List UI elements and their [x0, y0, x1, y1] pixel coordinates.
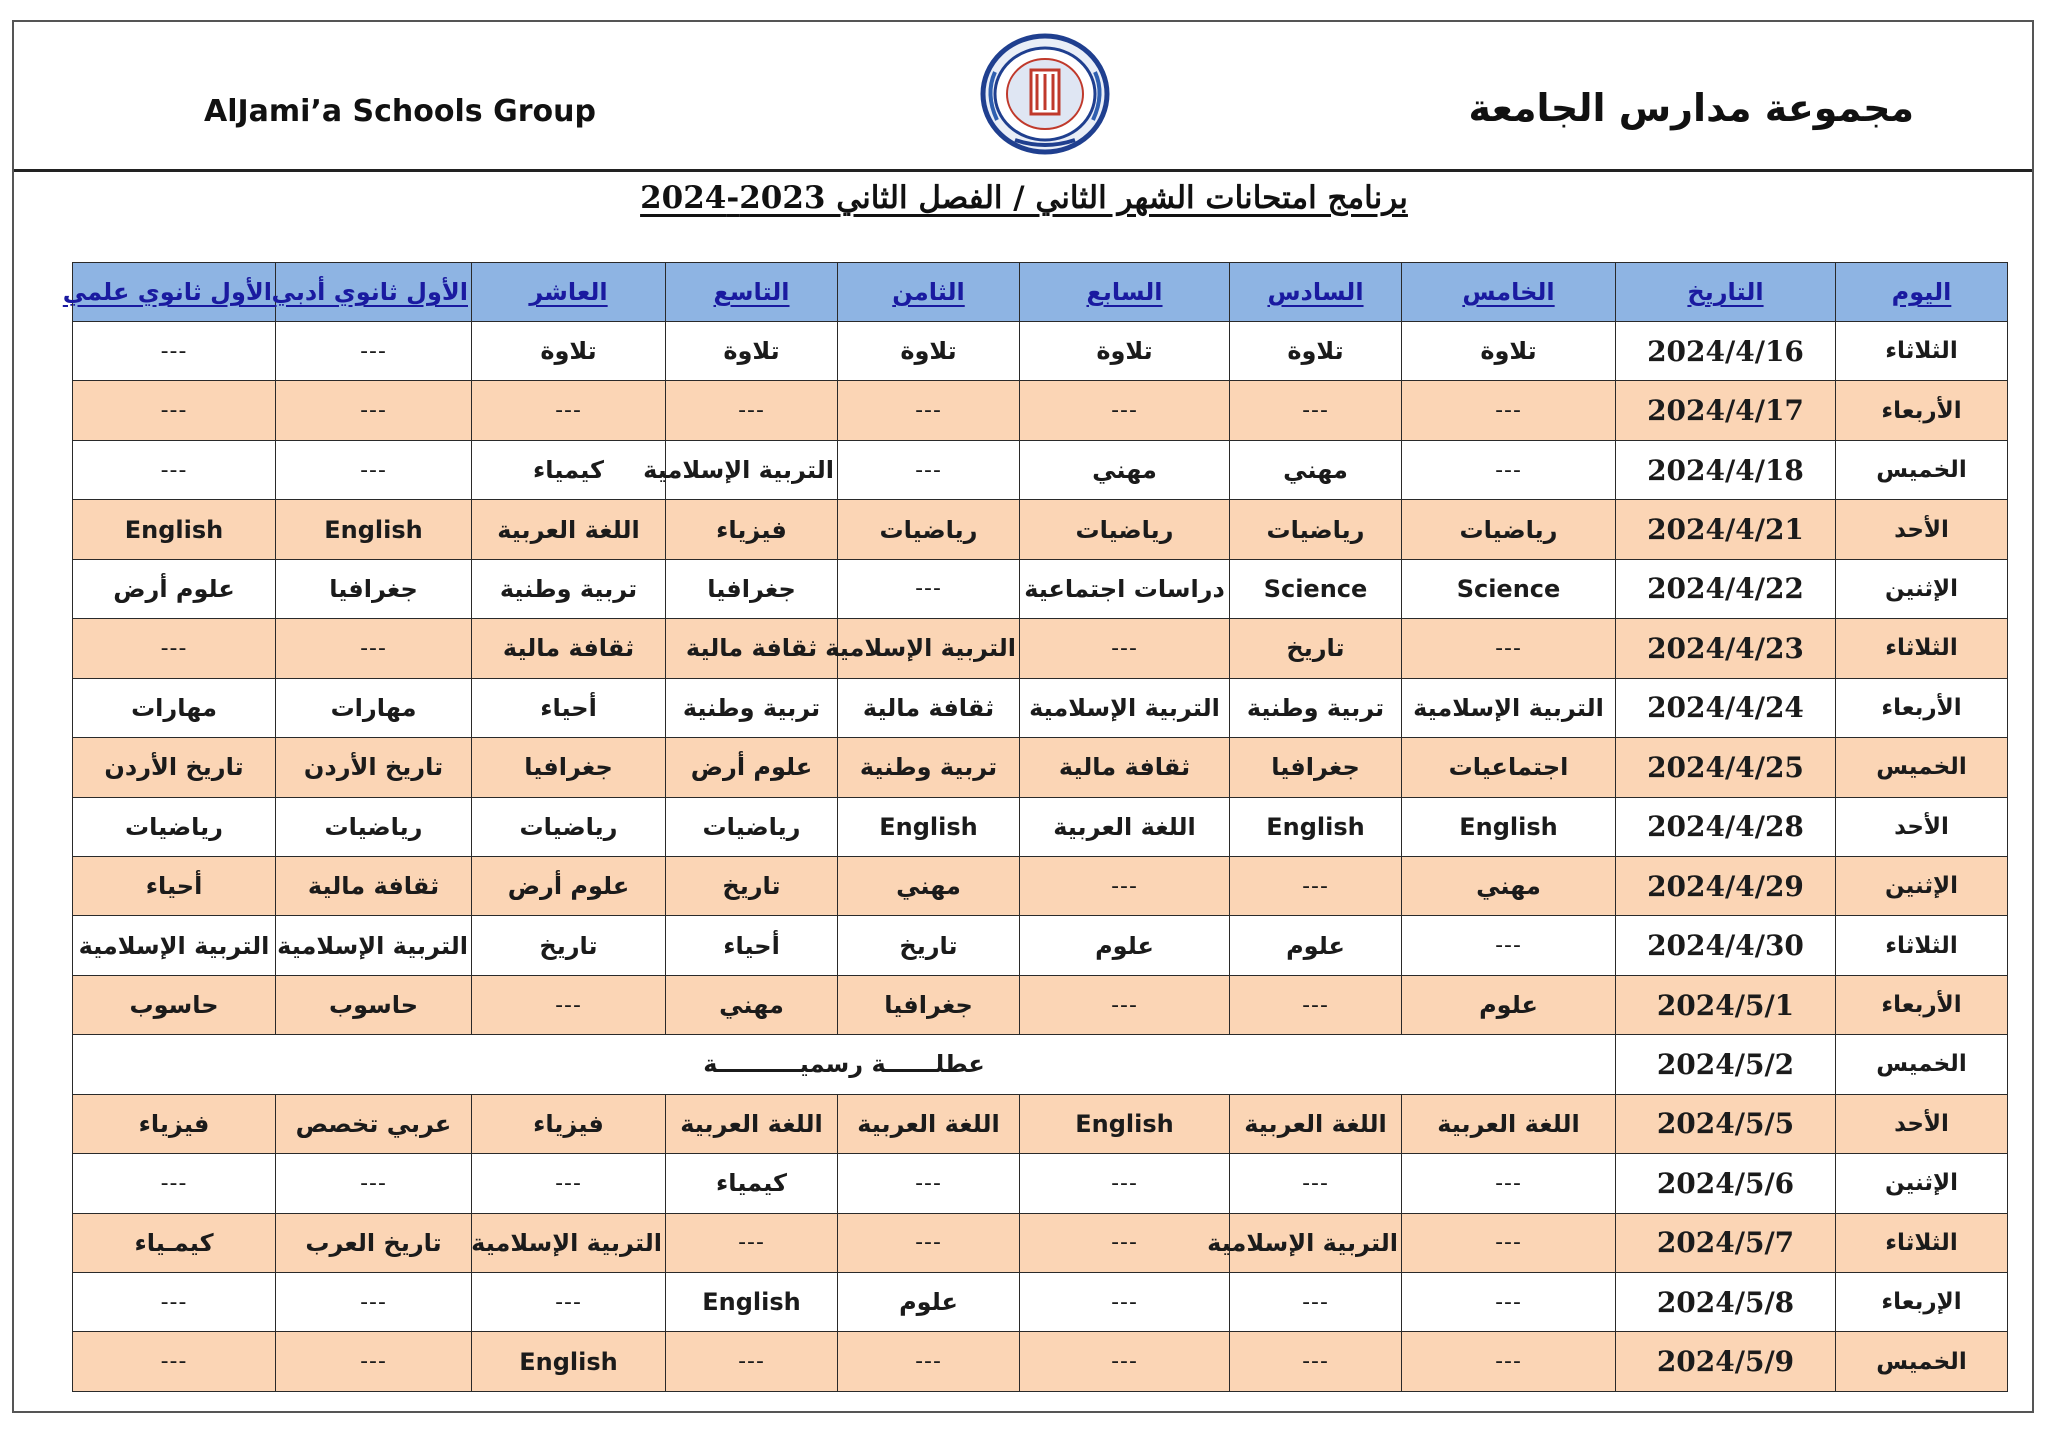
exam-cell: جغرافيا [276, 559, 472, 618]
day-cell: الأحد [1836, 500, 2008, 559]
exam-cell: English [666, 1273, 838, 1332]
exam-cell: --- [73, 619, 276, 678]
exam-cell: Science [1402, 559, 1616, 618]
exam-cell: --- [666, 1332, 838, 1392]
day-cell: الإثنين [1836, 1154, 2008, 1213]
exam-cell: ثقافة مالية [666, 619, 838, 678]
exam-cell: اللغة العربية [1230, 1094, 1402, 1153]
exam-cell: --- [1020, 856, 1230, 915]
exam-cell: --- [1020, 619, 1230, 678]
exam-cell: --- [1020, 1273, 1230, 1332]
exam-cell: English [276, 500, 472, 559]
exam-cell: التربية الإسلامية [73, 916, 276, 975]
exam-cell: فيزياء [73, 1094, 276, 1153]
exam-cell: مهني [1402, 856, 1616, 915]
exam-cell: English [472, 1332, 666, 1392]
exam-cell: --- [472, 1273, 666, 1332]
exam-cell: التربية الإسلامية [838, 619, 1020, 678]
table-row [73, 856, 2008, 915]
exam-cell: --- [838, 1213, 1020, 1272]
exam-cell: تربية وطنية [472, 559, 666, 618]
exam-cell: ثقافة مالية [472, 619, 666, 678]
exam-cell: علوم أرض [472, 856, 666, 915]
exam-cell: تاريخ [666, 856, 838, 915]
exam-cell: كيمـياء [73, 1213, 276, 1272]
exam-cell: --- [1402, 1154, 1616, 1213]
date-cell: 2024/5/9 [1616, 1332, 1836, 1392]
column-header: الثامن [838, 263, 1020, 322]
exam-cell: English [838, 797, 1020, 856]
exam-cell: --- [472, 1154, 666, 1213]
table-header-row [73, 263, 2008, 322]
exam-cell: التربية الإسلامية [1230, 1213, 1402, 1272]
date-cell: 2024/4/30 [1616, 916, 1836, 975]
date-cell: 2024/4/17 [1616, 381, 1836, 440]
exam-cell: اجتماعيات [1402, 738, 1616, 797]
exam-cell: رياضيات [1230, 500, 1402, 559]
exam-cell: أحياء [472, 678, 666, 737]
date-cell: 2024/4/21 [1616, 500, 1836, 559]
exam-cell: جغرافيا [1230, 738, 1402, 797]
exam-cell: التربية الإسلامية [1020, 678, 1230, 737]
exam-cell: English [1402, 797, 1616, 856]
table-row [73, 1035, 2008, 1094]
table-row [73, 1094, 2008, 1153]
exam-cell: جغرافيا [472, 738, 666, 797]
table-row [73, 797, 2008, 856]
exam-cell: --- [276, 1332, 472, 1392]
exam-cell: مهني [1230, 440, 1402, 499]
exam-cell: جغرافيا [666, 559, 838, 618]
column-header: السابع [1020, 263, 1230, 322]
exam-cell: --- [1230, 1332, 1402, 1392]
exam-cell: التربية الإسلامية [472, 1213, 666, 1272]
day-cell: الأحد [1836, 797, 2008, 856]
date-cell: 2024/4/29 [1616, 856, 1836, 915]
exam-cell: رياضيات [838, 500, 1020, 559]
exam-cell: علوم [1402, 975, 1616, 1034]
exam-cell: --- [1402, 619, 1616, 678]
table-row [73, 1332, 2008, 1392]
day-cell: الأربعاء [1836, 678, 2008, 737]
exam-cell: رياضيات [1020, 500, 1230, 559]
school-crest-logo-icon [975, 32, 1115, 156]
exam-cell: --- [1230, 381, 1402, 440]
header-divider [14, 169, 2032, 172]
date-cell: 2024/5/7 [1616, 1213, 1836, 1272]
exam-cell: --- [838, 1332, 1020, 1392]
exam-cell: --- [276, 1273, 472, 1332]
exam-cell: تربية وطنية [666, 678, 838, 737]
exam-cell: أحياء [666, 916, 838, 975]
date-cell: 2024/5/8 [1616, 1273, 1836, 1332]
exam-cell: --- [1020, 381, 1230, 440]
column-header: العاشر [472, 263, 666, 322]
exam-cell: --- [472, 381, 666, 440]
table-row [73, 500, 2008, 559]
exam-cell: مهني [838, 856, 1020, 915]
exam-cell: --- [1020, 975, 1230, 1034]
day-cell: الخميس [1836, 1332, 2008, 1392]
exam-cell: تلاوة [1020, 322, 1230, 381]
exam-cell: اللغة العربية [472, 500, 666, 559]
exam-cell: جغرافيا [838, 975, 1020, 1034]
exam-cell: تلاوة [472, 322, 666, 381]
table-row [73, 559, 2008, 618]
table-row [73, 1273, 2008, 1332]
exam-cell: علوم أرض [666, 738, 838, 797]
table-row [73, 1154, 2008, 1213]
exam-cell: --- [1402, 1273, 1616, 1332]
date-cell: 2024/4/25 [1616, 738, 1836, 797]
exam-cell: تربية وطنية [838, 738, 1020, 797]
date-cell: 2024/5/5 [1616, 1094, 1836, 1153]
exam-cell: --- [1020, 1154, 1230, 1213]
exam-cell: --- [276, 440, 472, 499]
date-cell: 2024/4/23 [1616, 619, 1836, 678]
table-row [73, 440, 2008, 499]
column-header: التاسع [666, 263, 838, 322]
date-cell: 2024/4/16 [1616, 322, 1836, 381]
column-header: التاريخ [1616, 263, 1836, 322]
exam-cell: --- [73, 381, 276, 440]
school-name-english: AlJami’a Schools Group [204, 94, 596, 129]
exam-cell: --- [666, 381, 838, 440]
exam-cell: --- [1402, 381, 1616, 440]
exam-cell: --- [1230, 975, 1402, 1034]
column-header: السادس [1230, 263, 1402, 322]
column-header: الأول ثانوي علمي [73, 263, 276, 322]
exam-cell: English [1230, 797, 1402, 856]
exam-cell: --- [1402, 1332, 1616, 1392]
date-cell: 2024/4/22 [1616, 559, 1836, 618]
table-row [73, 975, 2008, 1034]
exam-cell: --- [276, 322, 472, 381]
exam-cell: حاسوب [276, 975, 472, 1034]
exam-cell: علوم أرض [73, 559, 276, 618]
exam-cell: رياضيات [1402, 500, 1616, 559]
exam-cell: --- [1402, 1213, 1616, 1272]
exam-cell: فيزياء [666, 500, 838, 559]
exam-cell: --- [472, 975, 666, 1034]
exam-cell: كيمياء [472, 440, 666, 499]
exam-cell: English [73, 500, 276, 559]
exam-cell: اللغة العربية [1020, 797, 1230, 856]
exam-cell: أحياء [73, 856, 276, 915]
exam-cell: --- [1230, 1273, 1402, 1332]
exam-cell: رياضيات [73, 797, 276, 856]
exam-cell: كيمياء [666, 1154, 838, 1213]
day-cell: الثلاثاء [1836, 916, 2008, 975]
exam-cell: --- [1230, 1154, 1402, 1213]
exam-cell: Science [1230, 559, 1402, 618]
exam-cell: --- [838, 559, 1020, 618]
day-cell: الثلاثاء [1836, 1213, 2008, 1272]
exam-cell: اللغة العربية [838, 1094, 1020, 1153]
date-cell: 2024/4/24 [1616, 678, 1836, 737]
exam-cell: علوم [1230, 916, 1402, 975]
exam-cell: التربية الإسلامية [1402, 678, 1616, 737]
exam-cell: --- [1020, 1213, 1230, 1272]
exam-cell: --- [73, 1154, 276, 1213]
column-header: اليوم [1836, 263, 2008, 322]
date-cell: 2024/5/6 [1616, 1154, 1836, 1213]
day-cell: الأحد [1836, 1094, 2008, 1153]
exam-cell: ثقافة مالية [1020, 738, 1230, 797]
exam-cell: مهارات [73, 678, 276, 737]
column-header: الخامس [1402, 263, 1616, 322]
exam-cell: --- [1402, 916, 1616, 975]
holiday-cell: عطلــــــة رسميــــــــــة [73, 1035, 1616, 1094]
exam-cell: --- [73, 1332, 276, 1392]
day-cell: الثلاثاء [1836, 322, 2008, 381]
exam-cell: مهارات [276, 678, 472, 737]
day-cell: الإربعاء [1836, 1273, 2008, 1332]
school-name-arabic: مجموعة مدارس الجامعة [1468, 86, 1914, 130]
exam-cell: فيزياء [472, 1094, 666, 1153]
exam-cell: تاريخ العرب [276, 1213, 472, 1272]
exam-cell: التربية الإسلامية [276, 916, 472, 975]
exam-cell: التربية الإسلامية [666, 440, 838, 499]
exam-cell: رياضيات [472, 797, 666, 856]
exam-cell: --- [838, 440, 1020, 499]
exam-cell: تلاوة [838, 322, 1020, 381]
exam-cell: تاريخ [472, 916, 666, 975]
table-row [73, 1213, 2008, 1272]
exam-cell: --- [1402, 440, 1616, 499]
exam-cell: تلاوة [1402, 322, 1616, 381]
exam-cell: English [1020, 1094, 1230, 1153]
exam-cell: --- [838, 381, 1020, 440]
exam-cell: --- [73, 322, 276, 381]
column-header: الأول ثانوي أدبي [276, 263, 472, 322]
exam-cell: --- [73, 440, 276, 499]
exam-cell: رياضيات [276, 797, 472, 856]
exam-cell: ثقافة مالية [838, 678, 1020, 737]
date-cell: 2024/4/18 [1616, 440, 1836, 499]
exam-cell: تلاوة [1230, 322, 1402, 381]
exam-cell: تاريخ الأردن [276, 738, 472, 797]
table-row [73, 678, 2008, 737]
exam-cell: تربية وطنية [1230, 678, 1402, 737]
exam-cell: تاريخ [1230, 619, 1402, 678]
exam-cell: تاريخ الأردن [73, 738, 276, 797]
exam-cell: اللغة العربية [1402, 1094, 1616, 1153]
exam-cell: دراسات اجتماعية [1020, 559, 1230, 618]
table-row [73, 322, 2008, 381]
exam-cell: تلاوة [666, 322, 838, 381]
date-cell: 2024/5/2 [1616, 1035, 1836, 1094]
table-row [73, 916, 2008, 975]
exam-cell: --- [276, 381, 472, 440]
day-cell: الخميس [1836, 1035, 2008, 1094]
day-cell: الإثنين [1836, 559, 2008, 618]
exam-cell: عربي تخصص [276, 1094, 472, 1153]
exam-cell: تاريخ [838, 916, 1020, 975]
exam-cell: رياضيات [666, 797, 838, 856]
exam-cell: --- [276, 619, 472, 678]
exam-cell: --- [1020, 1332, 1230, 1392]
exam-cell: --- [73, 1273, 276, 1332]
exam-cell: مهني [1020, 440, 1230, 499]
exam-cell: اللغة العربية [666, 1094, 838, 1153]
exam-cell: --- [1230, 856, 1402, 915]
exam-cell: علوم [838, 1273, 1020, 1332]
date-cell: 2024/4/28 [1616, 797, 1836, 856]
page-title: برنامج امتحانات الشهر الثاني / الفصل الثاني 2023-2024 [640, 180, 1408, 216]
exam-cell: --- [276, 1154, 472, 1213]
exam-cell: حاسوب [73, 975, 276, 1034]
exam-cell: --- [666, 1213, 838, 1272]
day-cell: الأربعاء [1836, 381, 2008, 440]
exam-cell: مهني [666, 975, 838, 1034]
day-cell: الإثنين [1836, 856, 2008, 915]
day-cell: الثلاثاء [1836, 619, 2008, 678]
date-cell: 2024/5/1 [1616, 975, 1836, 1034]
day-cell: الخميس [1836, 738, 2008, 797]
day-cell: الخميس [1836, 440, 2008, 499]
day-cell: الأربعاء [1836, 975, 2008, 1034]
table-row [73, 381, 2008, 440]
exam-cell: ثقافة مالية [276, 856, 472, 915]
exam-cell: --- [838, 1154, 1020, 1213]
table-row [73, 738, 2008, 797]
exam-schedule-table [62, 262, 2008, 1392]
table-row [73, 619, 2008, 678]
exam-cell: علوم [1020, 916, 1230, 975]
